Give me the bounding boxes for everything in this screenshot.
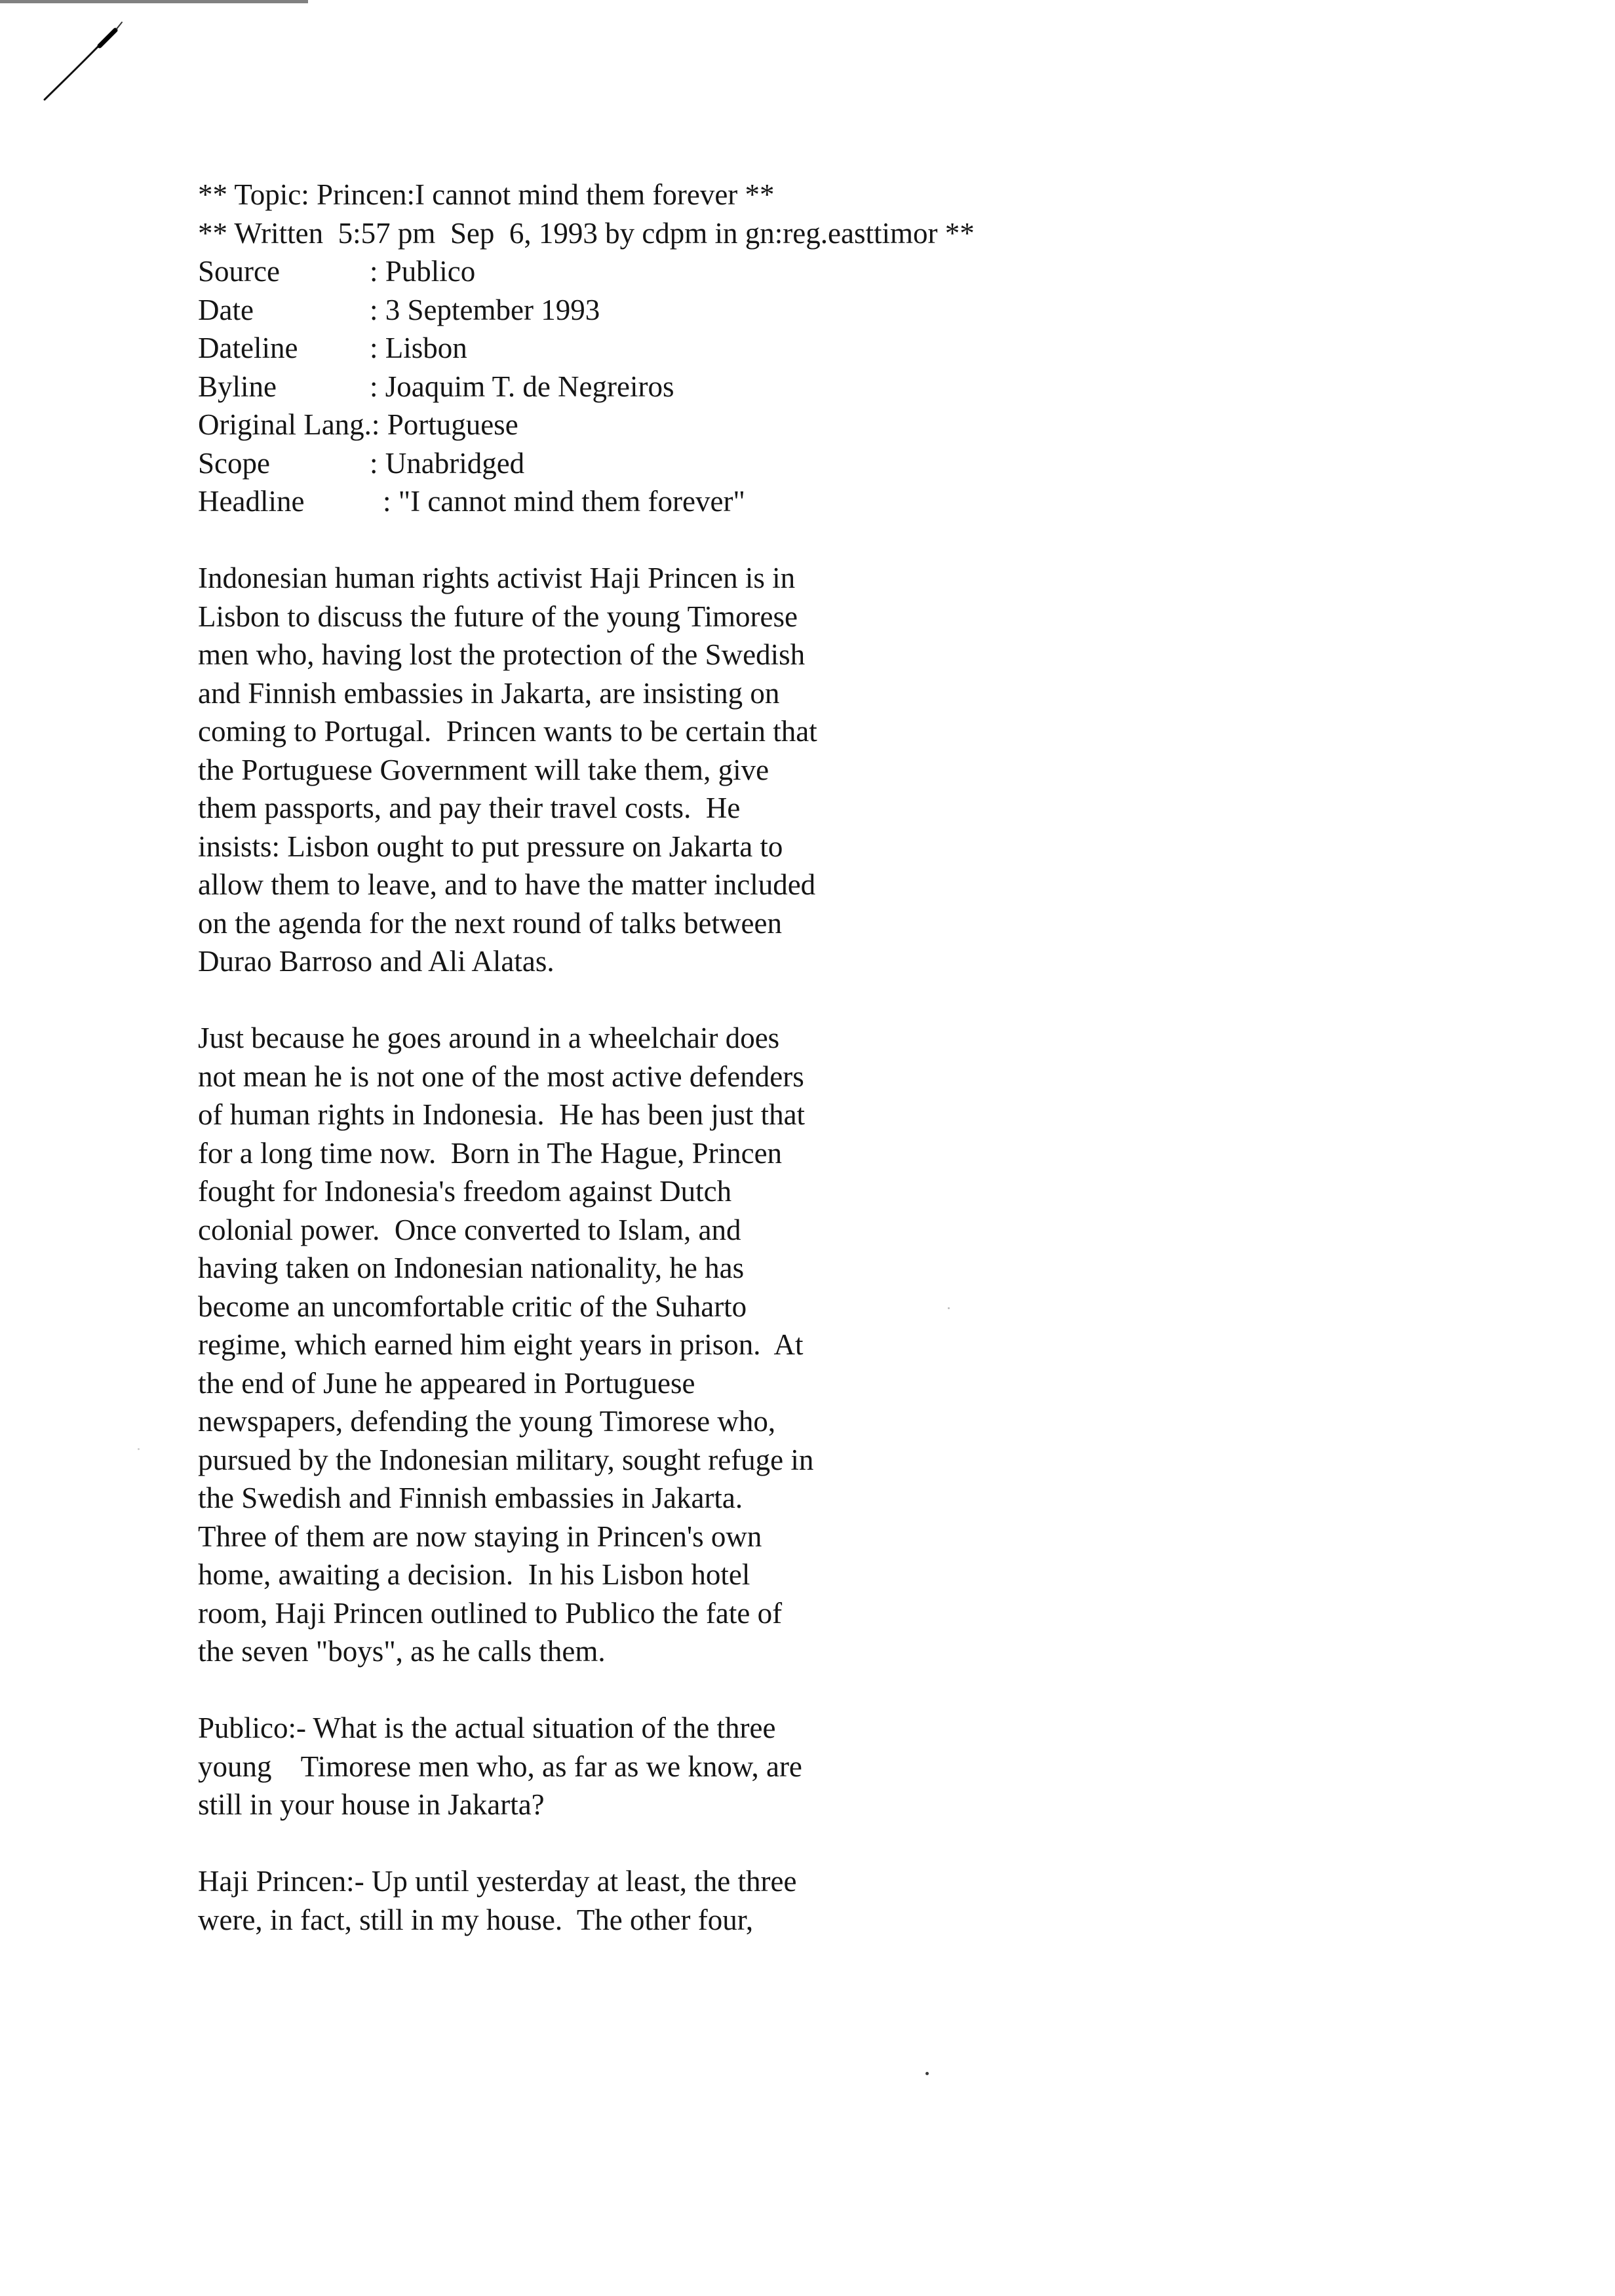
- paragraph-line: allow them to leave, and to have the matter included: [198, 868, 816, 901]
- paragraph-line: the end of June he appeared in Portuguese: [198, 1366, 695, 1400]
- scan-speck: [138, 1448, 140, 1450]
- paragraph-line: become an uncomfortable critic of the Suharto: [198, 1290, 747, 1323]
- paragraph-line: of human rights in Indonesia. He has been just that: [198, 1098, 806, 1131]
- paragraph-line: for a long time now. Born in The Hague, Princen: [198, 1136, 783, 1170]
- metadata-value: : "I cannot mind them forever": [383, 485, 745, 518]
- paragraph-line: Haji Princen:- Up until yesterday at least, the three: [198, 1865, 797, 1898]
- metadata-row-byline: [198, 368, 1181, 406]
- paragraph-line: not mean he is not one of the most active defenders: [198, 1060, 804, 1093]
- metadata-row-headline: [198, 482, 1181, 521]
- paragraph-line: men who, having lost the protection of the Swedish: [198, 638, 806, 671]
- paragraph-line: colonial power. Once converted to Islam, and: [198, 1213, 741, 1246]
- paragraph-line: the Portuguese Government will take them, give: [198, 753, 769, 786]
- metadata-row-dateline: [198, 329, 1181, 368]
- metadata-row-date: [198, 291, 1181, 330]
- pen-stroke-mark: [39, 20, 125, 105]
- metadata-key: Headline: [198, 485, 305, 518]
- metadata-key: Original Lang.:: [198, 408, 380, 441]
- paragraph-line: them passports, and pay their travel costs. He: [198, 792, 741, 824]
- metadata-key: Byline: [198, 370, 277, 403]
- metadata-key: Scope: [198, 446, 270, 480]
- paragraph-intro: [198, 559, 1181, 981]
- metadata-row-scope: [198, 444, 1181, 483]
- paragraph-line: were, in fact, still in my house. The other four,: [198, 1903, 754, 1936]
- scan-speck: [925, 2072, 929, 2075]
- paragraph-line: Just because he goes around in a wheelchair does: [198, 1022, 780, 1054]
- paragraph-line: Indonesian human rights activist Haji Princen is in: [198, 562, 796, 594]
- metadata-value: : Unabridged: [370, 446, 525, 480]
- metadata-key: Source: [198, 255, 280, 288]
- paragraph-line: Durao Barroso and Ali Alatas.: [198, 945, 555, 978]
- paragraph-line: on the agenda for the next round of talks between: [198, 906, 782, 940]
- paragraph-gap: [198, 1671, 1181, 1710]
- metadata-block: [198, 252, 1181, 521]
- paragraph-line: pursued by the Indonesian military, sought refuge in: [198, 1443, 814, 1476]
- metadata-key: Dateline: [198, 332, 298, 364]
- paragraph-line: newspapers, defending the young Timorese who,: [198, 1405, 776, 1438]
- metadata-value: Portuguese: [379, 408, 518, 441]
- paragraph-line: Publico:- What is the actual situation of the three: [198, 1712, 776, 1744]
- paragraph-answer: [198, 1862, 1181, 1939]
- written-line: ** Written 5:57 pm Sep 6, 1993 by cdpm in gn:reg.easttimor **: [198, 216, 975, 250]
- paragraph-gap: [198, 1824, 1181, 1863]
- metadata-row-original-lang: [198, 406, 1181, 444]
- paragraph-line: home, awaiting a decision. In his Lisbon hotel: [198, 1558, 750, 1591]
- paragraph-line: having taken on Indonesian nationality, he has: [198, 1252, 745, 1284]
- paragraph-line: young Timorese men who, as far as we know, are: [198, 1750, 802, 1783]
- paragraph-line: Lisbon to discuss the future of the young Timorese: [198, 600, 798, 633]
- paragraph-line: the seven "boys", as he calls them.: [198, 1635, 606, 1668]
- metadata-value: : 3 September 1993: [370, 293, 600, 326]
- paragraph-line: the Swedish and Finnish embassies in Jakarta.: [198, 1482, 743, 1514]
- metadata-row-source: [198, 252, 1181, 291]
- topic-line: ** Topic: Princen:I cannot mind them forever **: [198, 178, 775, 211]
- metadata-value: : Lisbon: [370, 332, 467, 364]
- paragraph-background: [198, 1019, 1181, 1671]
- paragraph-line: room, Haji Princen outlined to Publico the fate of: [198, 1596, 783, 1630]
- document-body: [198, 176, 1181, 1939]
- paragraph-line: insists: Lisbon ought to put pressure on Jakarta to: [198, 830, 783, 863]
- metadata-value: : Joaquim T. de Negreiros: [370, 370, 674, 403]
- metadata-key: Date: [198, 293, 254, 326]
- paragraph-line: coming to Portugal. Princen wants to be certain that: [198, 715, 817, 748]
- scan-top-edge-rule: [0, 0, 308, 3]
- paragraph-line: regime, which earned him eight years in prison. At: [198, 1328, 804, 1361]
- paragraph-line: and Finnish embassies in Jakarta, are insisting on: [198, 676, 780, 710]
- paragraph-line: still in your house in Jakarta?: [198, 1788, 545, 1821]
- paragraph-line: fought for Indonesia's freedom against Dutch: [198, 1175, 732, 1208]
- paragraph-question: [198, 1709, 1181, 1824]
- metadata-value: : Publico: [370, 255, 476, 288]
- paragraph-gap: [198, 521, 1181, 560]
- paragraph-line: Three of them are now staying in Princen's own: [198, 1520, 762, 1553]
- paragraph-gap: [198, 981, 1181, 1020]
